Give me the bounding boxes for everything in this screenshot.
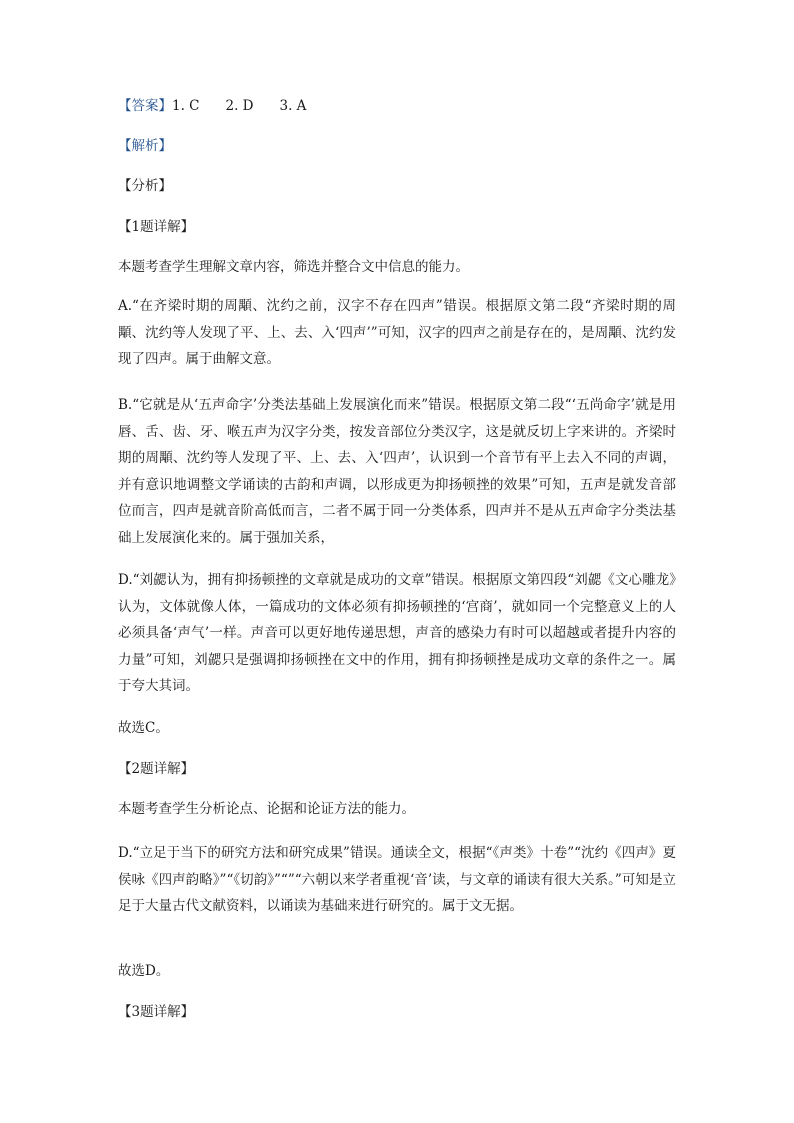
q1-option-d: D.“刘勰认为，拥有抑扬顿挫的文章就是成功的文章”错误。根据原文第四段“刘勰《文心雕龙》认为，文体就像人体，一篇成功的文体必须有抑扬顿挫的‘宫商’，就如同一个完整意义上的人必须具备‘声气’一样。声音可以更好地传递思想，声音的感染力有时可以超越或者提升内容的力量”可知，刘勰只是强调抑扬顿挫在文中的作用，拥有抑扬顿挫是成功文章的条件之一。属于夸大其词。 — [118, 572, 676, 694]
answer-item-1: 1. C — [172, 98, 200, 114]
q2-heading: 【2题详解】 — [118, 761, 195, 777]
q1-option-a: A.“在齐梁时期的周顒、沈约之前，汉字不存在四声”错误。根据原文第二段“齐梁时期的周顒、沈约等人发现了平、上、去、入‘四声’”可知，汉字的四声之前是存在的，是周顒、沈约发现了四声。属于曲解文意。 — [118, 298, 676, 367]
q2-conclusion: 故选D。 — [118, 963, 170, 979]
q1-intro: 本题考查学生理解文章内容，筛选并整合文中信息的能力。 — [118, 259, 469, 275]
answer-item-2: 2. D — [225, 98, 254, 114]
q1-conclusion: 故选C。 — [118, 720, 169, 736]
q1-heading: 【1题详解】 — [118, 219, 195, 235]
q2-option-d: D.“立足于当下的研究方法和研究成果”错误。通读全文，根据“《声类》十卷”“沈约《四声》夏侯咏《四声韵略》”“《切韵》”“”“六朝以来学者重视‘音’读，与文章的诵读有很大关系。”可知是立足于大量古代文献资料，以诵读为基础来进行研究的。属于文无据。 — [118, 845, 676, 914]
q1-option-b: B.“它就是从‘五声命字’分类法基础上发展演化而来”错误。根据原文第二段“‘五尚命字’就是用唇、舌、齿、牙、喉五声为汉字分类，按发音部位分类汉字，这是就反切上字来讲的。齐梁时期的周顒、沈约等人发现了平、上、去、入‘四声’，认识到一个音节有平上去入不同的声调，并有意识地调整文学诵读的古韵和声调，以形成更为抑扬顿挫的效果”可知，五声是就发音部位而言，四声是就音阶高低而言，二者不属于同一分类体系，四声并不是从五声命字分类法基础上发展演化来的。属于强加关系， — [118, 397, 676, 546]
answer-label: 【答案】 — [118, 98, 172, 114]
analysis-subheading: 【分析】 — [118, 178, 172, 194]
analysis-heading: 【解析】 — [118, 138, 172, 154]
q2-intro: 本题考查学生分析论点、论据和论证方法的能力。 — [118, 801, 415, 817]
answer-line — [118, 97, 306, 116]
q3-heading: 【3题详解】 — [118, 1004, 195, 1020]
answer-item-3: 3. A — [279, 98, 307, 114]
